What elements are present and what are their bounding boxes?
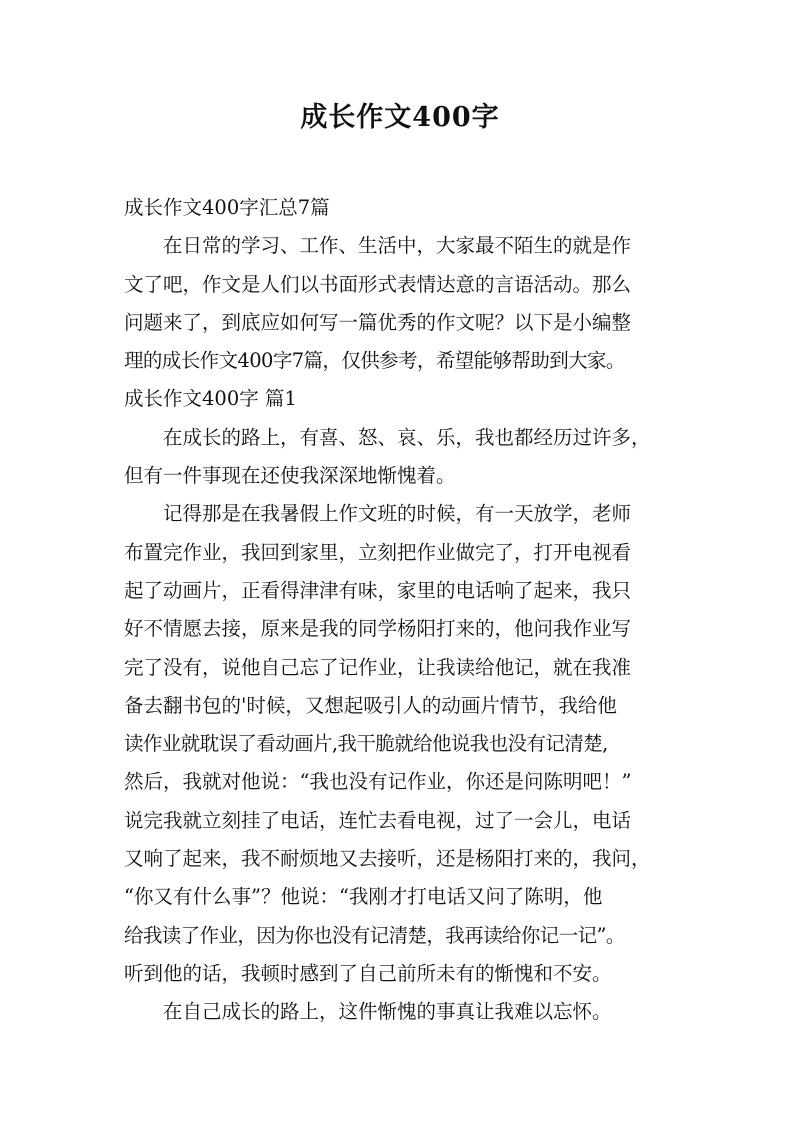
intro-paragraph-line: 问题来了，到底应如何写一篇优秀的作文呢？以下是小编整: [124, 310, 632, 334]
essay-paragraph-line: 听到他的话，我顿时感到了自己前所未有的惭愧和不安。: [124, 961, 612, 985]
essay-paragraph-line: 布置完作业，我回到家里，立刻把作业做完了，打开电视看: [124, 540, 632, 564]
essay-paragraph-line: 记得那是在我暑假上作文班的时候，有一天放学，老师: [163, 502, 632, 526]
document-title: 成长作文400字: [300, 102, 500, 133]
summary-heading: 成长作文400字汇总7篇: [124, 196, 330, 219]
essay-paragraph-line: 好不情愿去接，原来是我的同学杨阳打来的，他问我作业写: [124, 617, 632, 641]
essay-paragraph-line: 然后，我就对他说：“我也没有记作业，你还是问陈明吧！”: [124, 770, 632, 794]
essay-paragraph-line: 给我读了作业，因为你也没有记清楚，我再读给你记一记”。: [124, 923, 625, 947]
intro-paragraph-line: 文了吧，作文是人们以书面形式表情达意的言语活动。那么: [124, 272, 632, 296]
essay-paragraph-line: 起了动画片，正看得津津有味，家里的电话响了起来，我只: [124, 578, 632, 602]
essay-paragraph-line: 在成长的路上，有喜、怒、哀、乐，我也都经历过许多，: [163, 425, 651, 449]
essay-paragraph-line: 完了没有，说他自己忘了记作业，让我读给他记，就在我准: [124, 655, 632, 679]
essay-paragraph-line: 又响了起来，我不耐烦地又去接听，还是杨阳打来的，我问，: [124, 847, 651, 871]
document-body: [124, 189, 684, 1032]
intro-paragraph-line: 在日常的学习、工作、生活中，大家最不陌生的就是作: [163, 234, 632, 258]
essay-paragraph-line: 说完我就立刻挂了电话，连忙去看电视，过了一会儿，电话: [124, 808, 632, 832]
essay-paragraph-line: 但有一件事现在还使我深深地惭愧着。: [124, 464, 456, 488]
essay-paragraph-line: 备去翻书包的'时候，又想起吸引人的动画片情节，我给他: [124, 693, 617, 717]
essay-paragraph-line: 读作业就耽误了看动画片,我干脆就给他说我也没有记清楚,: [124, 732, 608, 756]
essay-paragraph-line: 在自己成长的路上，这件惭愧的事真让我难以忘怀。: [163, 1000, 612, 1024]
intro-paragraph-line: 理的成长作文400字7篇，仅供参考，希望能够帮助到大家。: [124, 349, 625, 373]
essay-paragraph-line: “你又有什么事”？他说：“我刚才打电话又问了陈明，他: [124, 885, 603, 909]
essay-heading: 成长作文400字 篇1: [124, 387, 297, 411]
